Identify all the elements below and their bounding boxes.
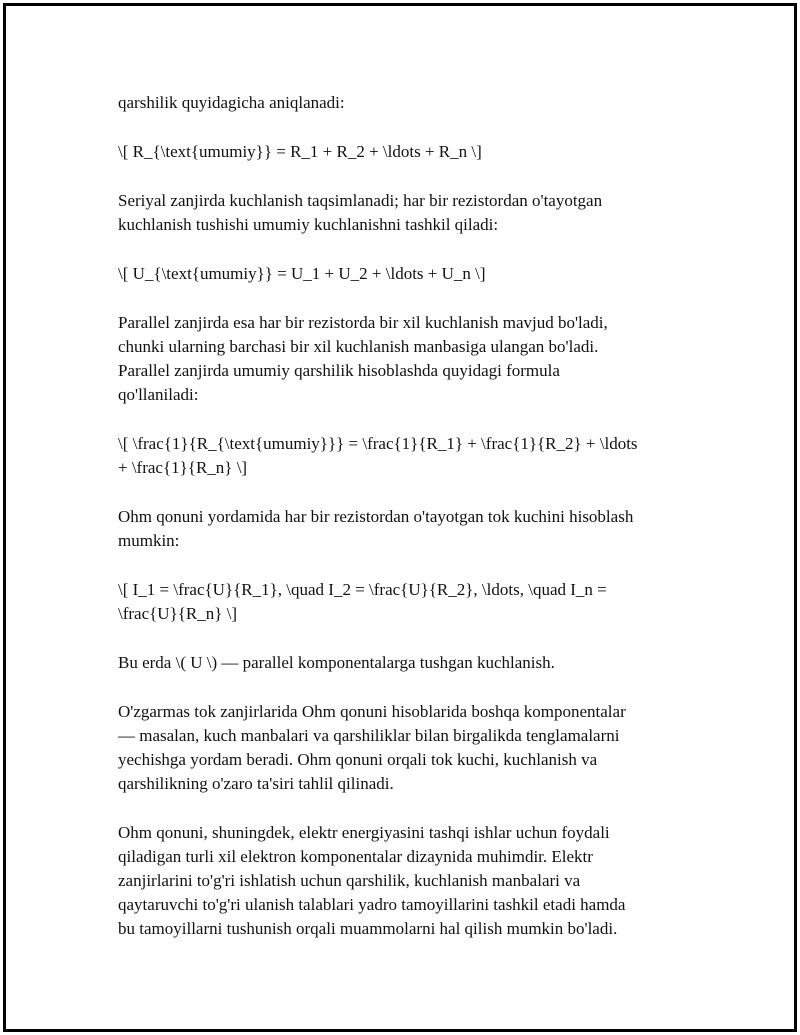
- formula-total-resistance-series: \[ R_{\text{umumiy}} = R_1 + R_2 + \ldots + R_n \]: [118, 142, 482, 161]
- formula-total-voltage-series: \[ U_{\text{umumiy}} = U_1 + U_2 + \ldots + U_n \]: [118, 264, 486, 283]
- paragraph-dc-circuits: O'zgarmas tok zanjirlarida Ohm qonuni hisoblarida boshqa komponentalar — masalan, kuch manbalari va qarshiliklar bilan birgalikda tenglamalarni yechishga yordam beradi. Ohm qonuni orqali tok kuchi, kuchlanish va qarshilikning o'zaro ta'siri tahlil qilinadi.: [118, 702, 626, 793]
- paragraph-ohm-current: Ohm qonuni yordamida har bir rezistordan o'tayotgan tok kuchini hisoblash mumkin:: [118, 507, 634, 550]
- paragraph-parallel-circuit: Parallel zanjirda esa har bir rezistorda bir xil kuchlanish mavjud bo'ladi, chunki ularning barchasi bir xil kuchlanish manbasiga ulangan bo'ladi. Parallel zanjirda umumiy qarshilik hisoblashda quyidagi formula qo'llaniladi:: [118, 313, 608, 404]
- paragraph-series-voltage: Seriyal zanjirda kuchlanish taqsimlanadi; har bir rezistordan o'tayotgan kuchlanish tushishi umumiy kuchlanishni tashkil qiladi:: [118, 191, 603, 234]
- formula-branch-currents: \[ I_1 = \frac{U}{R_1}, \quad I_2 = \frac{U}{R_2}, \ldots, \quad I_n = \frac{U}{R_n} \]: [118, 580, 607, 623]
- paragraph-ohm-importance: Ohm qonuni, shuningdek, elektr energiyasini tashqi ishlar uchun foydali qiladigan turli xil elektron komponentalar dizaynida muhimdir. Elektr zanjirlarini to'g'ri ishlatish uchun qarshilik, kuchlanish manbalari va qaytaruvchi to'g'ri ulanish talablari yadro tamoyillarini tashkil etadi hamda bu tamoyillarni tushunish orqali muammolarni hal qilish mumkin bo'ladi.: [118, 823, 626, 938]
- formula-total-resistance-parallel: \[ \frac{1}{R_{\text{umumiy}}} = \frac{1}{R_1} + \frac{1}{R_2} + \ldots + \frac{1}{R_n} \]: [118, 434, 638, 477]
- paragraph-voltage-definition: Bu erda \( U \) — parallel komponentalarga tushgan kuchlanish.: [118, 653, 555, 672]
- paragraph-intro: qarshilik quyidagicha aniqlanadi:: [118, 93, 345, 112]
- document-body: [118, 91, 688, 966]
